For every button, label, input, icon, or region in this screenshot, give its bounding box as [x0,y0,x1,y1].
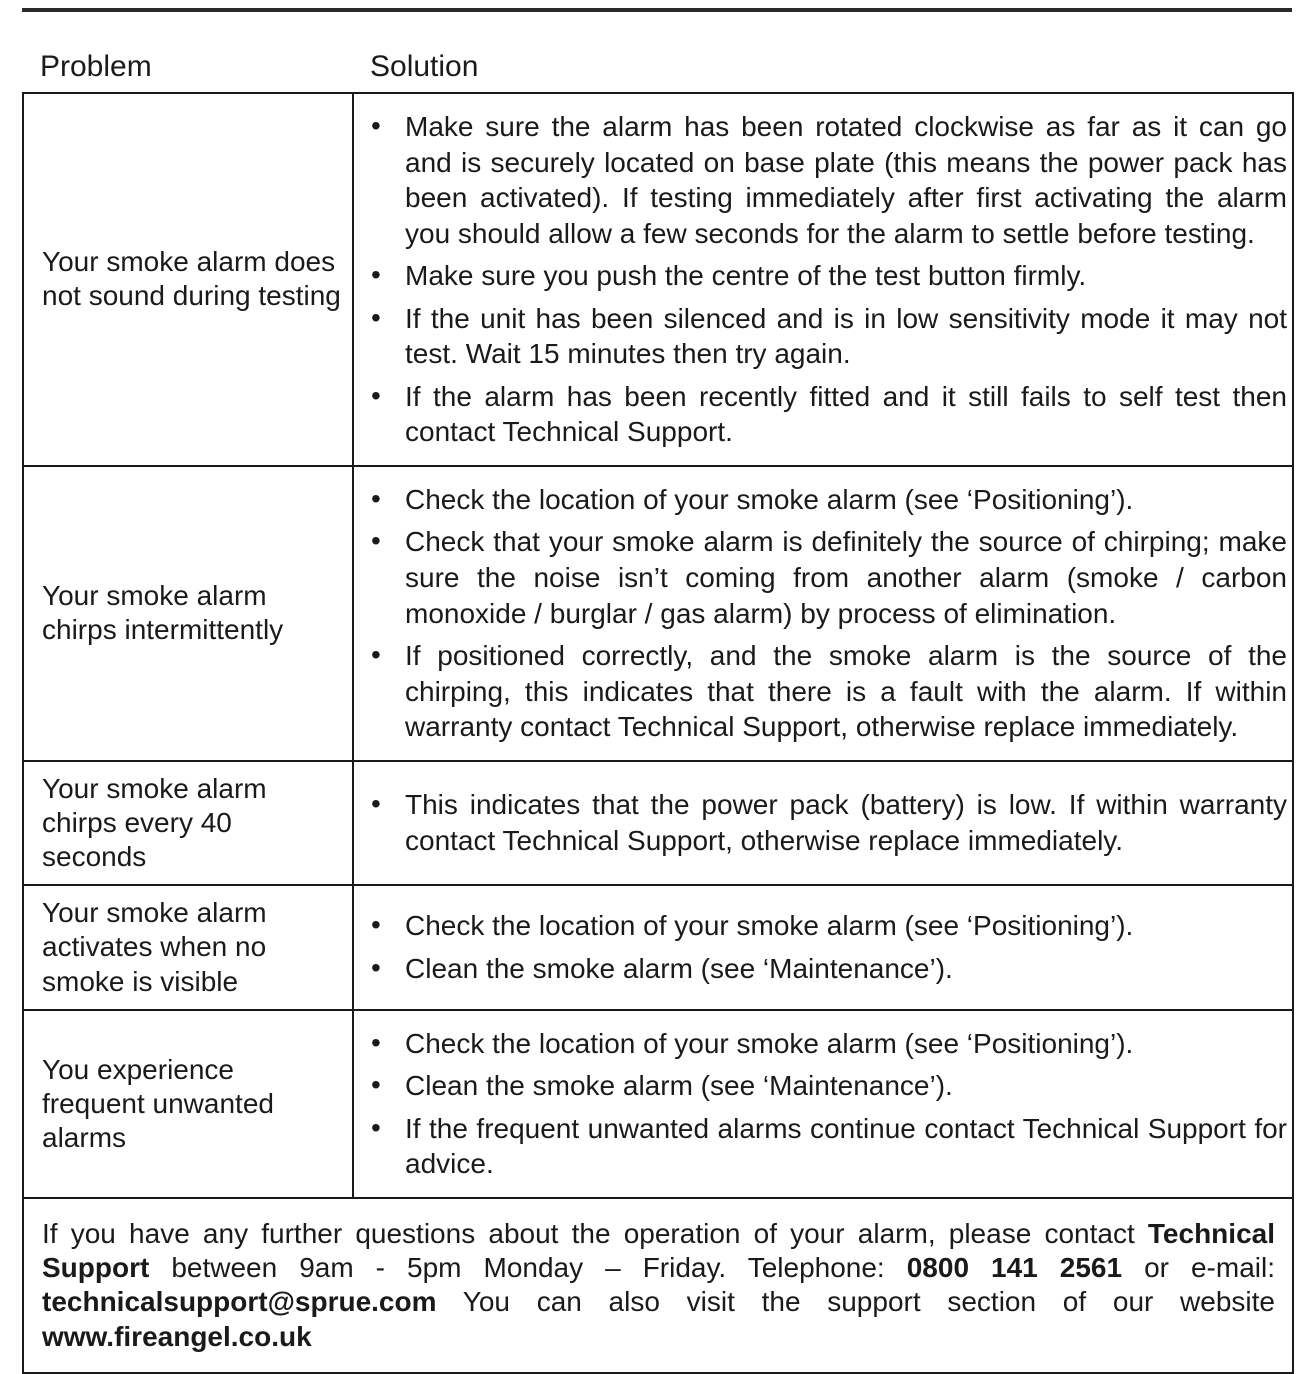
problem-cell: Your smoke alarm chirps every 40 seconds [23,761,353,885]
solution-column-header: Solution [370,50,479,83]
solution-cell [353,1010,1293,1198]
table-row [23,93,1293,466]
solution-cell [353,93,1293,466]
solution-bullet: • Clean the smoke alarm (see ‘Maintenance’). [354,1068,1287,1104]
solution-bullet: • Check the location of your smoke alarm (see ‘Positioning’). [354,1026,1287,1062]
problem-cell: Your smoke alarm activates when no smoke is visible [23,885,353,1009]
solution-bullet: • Check the location of your smoke alarm (see ‘Positioning’). [354,908,1287,944]
solution-bullet: • If the frequent unwanted alarms continue contact Technical Support for advice. [354,1111,1287,1182]
solution-bullet: • This indicates that the power pack (battery) is low. If within warranty contact Technical Support, otherwise replace immediately. [354,787,1287,858]
top-rule-divider [22,8,1292,12]
solution-list [354,482,1287,745]
solution-list [354,109,1287,450]
table-row [23,1010,1293,1198]
solution-list [354,1026,1287,1182]
solution-cell [353,885,1293,1009]
table-row [23,761,1293,885]
solution-list [354,908,1287,986]
solution-bullet: • Check the location of your smoke alarm (see ‘Positioning’). [354,482,1287,518]
solution-cell [353,466,1293,761]
solution-bullet: • If positioned correctly, and the smoke alarm is the source of the chirping, this indicates that there is a fault with the alarm. If within warranty contact Technical Support, otherwise replace immediately. [354,638,1287,745]
troubleshooting-table [22,92,1294,1374]
solution-bullet: • Make sure you push the centre of the test button firmly. [354,258,1287,294]
solution-bullet: • If the alarm has been recently fitted and it still fails to self test then contact Technical Support. [354,379,1287,450]
technical-support-note: If you have any further questions about the operation of your alarm, please contact Technical Support between 9am - 5pm Monday – Friday. Telephone: 0800 141 2561 or e-mail: technicalsupport@sprue.com You can also visit the support section of our website www.fireangel.co.uk [23,1198,1293,1373]
solution-list [354,787,1287,858]
solution-bullet: • Check that your smoke alarm is definitely the source of chirping; make sure the noise isn’t coming from another alarm (smoke / carbon monoxide / burglar / gas alarm) by process of elimination. [354,524,1287,631]
solution-bullet: • Clean the smoke alarm (see ‘Maintenance’). [354,951,1287,987]
solution-cell [353,761,1293,885]
problem-cell: You experience frequent unwanted alarms [23,1010,353,1198]
table-row-footer [23,1198,1293,1373]
table-row [23,466,1293,761]
table-column-headers [40,50,1310,84]
problem-cell: Your smoke alarm does not sound during testing [23,93,353,466]
table-row [23,885,1293,1009]
manual-page [0,8,1310,1352]
solution-bullet: • If the unit has been silenced and is in low sensitivity mode it may not test. Wait 15 minutes then try again. [354,301,1287,372]
problem-cell: Your smoke alarm chirps intermittently [23,466,353,761]
solution-bullet: • Make sure the alarm has been rotated clockwise as far as it can go and is securely located on base plate (this means the power pack has been activated). If testing immediately after first activating the alarm you should allow a few seconds for the alarm to settle before testing. [354,109,1287,251]
problem-column-header: Problem [40,50,152,83]
